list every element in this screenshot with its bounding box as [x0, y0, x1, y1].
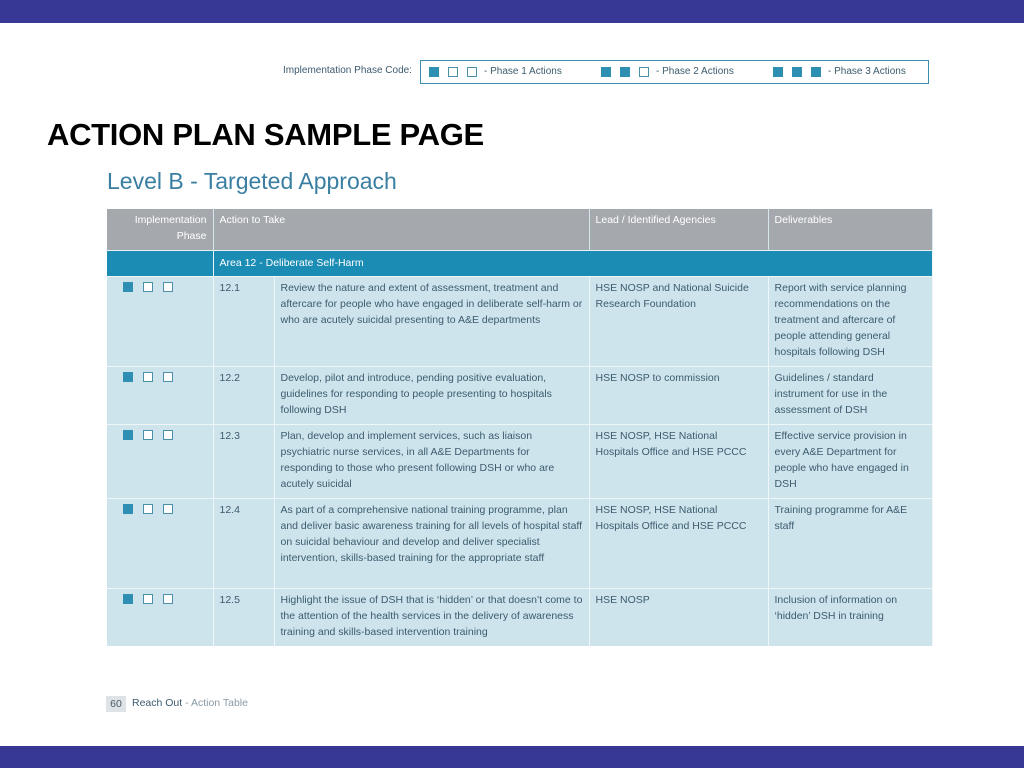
row-lead: HSE NOSP, HSE National Hospitals Office and HSE PCCC [589, 498, 768, 588]
row-lead: HSE NOSP to commission [589, 366, 768, 424]
phase-box-icon [792, 67, 802, 77]
phase-box-icon [773, 67, 783, 77]
area-row [107, 250, 932, 276]
phase-box-icon [123, 430, 133, 440]
table-header-row [107, 209, 932, 250]
phase-box-icon [163, 282, 173, 292]
phase-box-icon [163, 430, 173, 440]
page-title: ACTION PLAN SAMPLE PAGE [47, 117, 484, 152]
row-number: 12.2 [213, 366, 274, 424]
row-deliverables: Report with service planning recommendations on the treatment and aftercare of people attending general hospitals following DSH [768, 276, 932, 366]
phase-box-icon [811, 67, 821, 77]
legend-phase-2-text: - Phase 2 Actions [656, 66, 734, 77]
row-action: Review the nature and extent of assessment, treatment and aftercare for people who have engaged in deliberate self-harm or who are acutely suicidal presenting to A&E departments [274, 276, 589, 366]
header-deliverables: Deliverables [768, 209, 932, 250]
row-lead: HSE NOSP [589, 588, 768, 646]
row-deliverables: Inclusion of information on ‘hidden’ DSH in training [768, 588, 932, 646]
row-action: Develop, pilot and introduce, pending positive evaluation, guidelines for responding to people presenting to hospitals following DSH [274, 366, 589, 424]
phase-box-icon [639, 67, 649, 77]
area-title: Area 12 - Deliberate Self-Harm [213, 250, 932, 276]
phase-box-icon [601, 67, 611, 77]
row-number: 12.4 [213, 498, 274, 588]
phase-cell [107, 366, 213, 424]
phase-cell [107, 498, 213, 588]
footer-title [132, 697, 248, 709]
top-banner [0, 0, 1024, 23]
phase-legend [420, 60, 929, 84]
row-number: 12.5 [213, 588, 274, 646]
phase-box-icon [123, 282, 133, 292]
header-phase: Implementation Phase [107, 209, 213, 250]
legend-phase-3 [773, 66, 906, 77]
row-number: 12.3 [213, 424, 274, 498]
table-row [107, 498, 932, 588]
legend-phase-3-text: - Phase 3 Actions [828, 66, 906, 77]
row-lead: HSE NOSP and National Suicide Research Foundation [589, 276, 768, 366]
row-action: Highlight the issue of DSH that is ‘hidden’ or that doesn’t come to the attention of the health services in the delivery of awareness training and skills-based intervention training [274, 588, 589, 646]
phase-cell [107, 424, 213, 498]
phase-cell [107, 276, 213, 366]
bottom-banner [0, 746, 1024, 768]
phase-box-icon [123, 504, 133, 514]
legend-phase-1 [429, 66, 562, 77]
row-action: Plan, develop and implement services, such as liaison psychiatric nurse services, in all A&E Departments for responding to those who present following DSH or who are acutely suicidal [274, 424, 589, 498]
phase-box-icon [143, 282, 153, 292]
phase-box-icon [429, 67, 439, 77]
legend-phase-2 [601, 66, 734, 77]
phase-box-icon [123, 372, 133, 382]
action-table [107, 209, 933, 646]
row-deliverables: Training programme for A&E staff [768, 498, 932, 588]
row-deliverables: Guidelines / standard instrument for use in the assessment of DSH [768, 366, 932, 424]
table-row [107, 588, 932, 646]
phase-box-icon [143, 594, 153, 604]
legend-phase-1-text: - Phase 1 Actions [484, 66, 562, 77]
legend-label: Implementation Phase Code: [283, 65, 412, 76]
row-action: As part of a comprehensive national training programme, plan and deliver basic awareness training for all levels of hospital staff on suicidal behaviour and develop and deliver specialist intervention, skills-based training for the appropriate staff [274, 498, 589, 588]
table-row [107, 424, 932, 498]
phase-cell [107, 588, 213, 646]
header-lead: Lead / Identified Agencies [589, 209, 768, 250]
phase-box-icon [620, 67, 630, 77]
page-number: 60 [106, 696, 126, 712]
phase-box-icon [143, 504, 153, 514]
footer-title-sub: - Action Table [185, 697, 248, 709]
row-lead: HSE NOSP, HSE National Hospitals Office and HSE PCCC [589, 424, 768, 498]
phase-box-icon [163, 594, 173, 604]
phase-box-icon [143, 430, 153, 440]
row-deliverables: Effective service provision in every A&E Department for people who have engaged in DSH [768, 424, 932, 498]
phase-box-icon [143, 372, 153, 382]
table-row [107, 366, 932, 424]
table-row [107, 276, 932, 366]
phase-box-icon [448, 67, 458, 77]
footer-title-main: Reach Out [132, 697, 183, 709]
header-action: Action to Take [213, 209, 589, 250]
row-number: 12.1 [213, 276, 274, 366]
section-subtitle: Level B - Targeted Approach [107, 168, 397, 194]
phase-box-icon [467, 67, 477, 77]
phase-box-icon [163, 504, 173, 514]
phase-box-icon [123, 594, 133, 604]
phase-box-icon [163, 372, 173, 382]
